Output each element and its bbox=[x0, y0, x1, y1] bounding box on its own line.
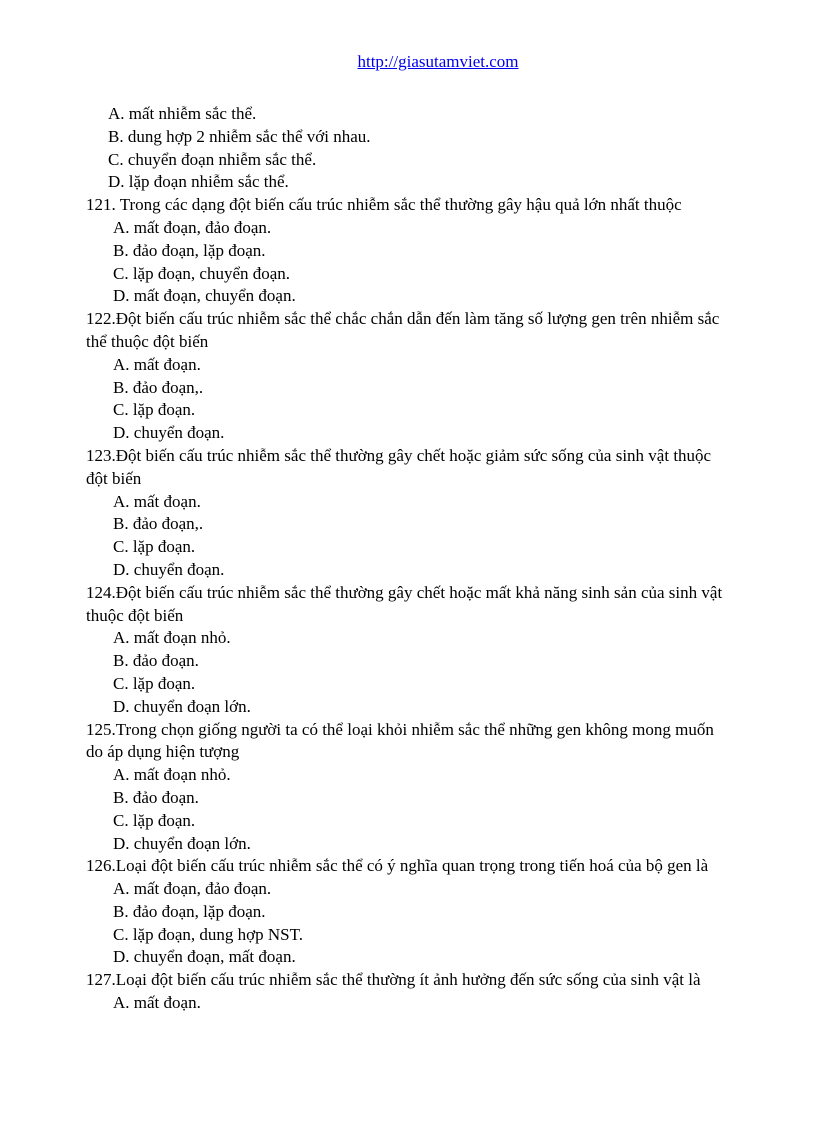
question-text: 124.Đột biến cấu trúc nhiễm sắc thể thường gây chết hoặc mất khả năng sinh sản của sinh vật bbox=[86, 582, 723, 602]
question-text: thể thuộc đột biến bbox=[86, 331, 209, 351]
question-text: 121. Trong các dạng đột biến cấu trúc nhiễm sắc thể thường gây hậu quả lớn nhất thuộc bbox=[86, 195, 682, 215]
answer-option: D. chuyển đoạn, mất đoạn. bbox=[113, 947, 296, 967]
answer-option: B. đảo đoạn,. bbox=[113, 514, 204, 534]
answer-option: B. đảo đoạn, lặp đoạn. bbox=[113, 901, 266, 921]
answer-option: A. mất đoạn. bbox=[113, 993, 201, 1013]
answer-option: A. mất đoạn. bbox=[113, 491, 201, 511]
answer-option: D. chuyển đoạn lớn. bbox=[113, 696, 251, 716]
question-text: đột biến bbox=[86, 468, 142, 488]
page-header bbox=[0, 52, 816, 72]
answer-option: D. mất đoạn, chuyển đoạn. bbox=[113, 286, 296, 306]
website-link[interactable]: http://giasutamviet.com bbox=[357, 52, 519, 71]
answer-option: C. chuyển đoạn nhiễm sắc thể. bbox=[108, 149, 317, 169]
answer-option: B. dung hợp 2 nhiễm sắc thể với nhau. bbox=[108, 126, 371, 146]
question-text: 127.Loại đột biến cấu trúc nhiễm sắc thể thường ít ảnh hưởng đến sức sống của sinh vật là bbox=[86, 970, 701, 990]
answer-option: C. lặp đoạn. bbox=[113, 673, 196, 693]
question-text: 126.Loại đột biến cấu trúc nhiễm sắc thể có ý nghĩa quan trọng trong tiến hoá của bộ gen là bbox=[86, 856, 709, 876]
answer-option: C. lặp đoạn. bbox=[113, 400, 196, 420]
answer-option: B. đảo đoạn. bbox=[113, 787, 199, 807]
answer-option: A. mất đoạn. bbox=[113, 354, 201, 374]
answer-option: B. đảo đoạn. bbox=[113, 651, 199, 671]
question-list bbox=[86, 103, 786, 1015]
answer-option: D. chuyển đoạn. bbox=[113, 559, 225, 579]
answer-option: D. lặp đoạn nhiễm sắc thể. bbox=[108, 172, 289, 192]
question-text: 123.Đột biến cấu trúc nhiễm sắc thể thường gây chết hoặc giảm sức sống của sinh vật thuộc bbox=[86, 445, 712, 465]
answer-option: B. đảo đoạn, lặp đoạn. bbox=[113, 240, 266, 260]
answer-option: A. mất đoạn nhỏ. bbox=[113, 765, 231, 785]
answer-option: B. đảo đoạn,. bbox=[113, 377, 204, 397]
question-text: do áp dụng hiện tượng bbox=[86, 742, 240, 762]
answer-option: C. lặp đoạn. bbox=[113, 537, 196, 557]
answer-option: A. mất đoạn nhỏ. bbox=[113, 628, 231, 648]
question-text: 122.Đột biến cấu trúc nhiễm sắc thể chắc chắn dẫn đến làm tăng số lượng gen trên nhiễm sắc bbox=[86, 309, 720, 329]
answer-option: A. mất đoạn, đảo đoạn. bbox=[113, 879, 272, 899]
answer-option: A. mất nhiễm sắc thể. bbox=[108, 104, 257, 123]
answer-option: C. lặp đoạn. bbox=[113, 810, 196, 830]
answer-option: C. lặp đoạn, chuyển đoạn. bbox=[113, 263, 291, 283]
answer-option: D. chuyển đoạn lớn. bbox=[113, 833, 251, 853]
question-text: thuộc đột biến bbox=[86, 605, 184, 625]
question-text: 125.Trong chọn giống người ta có thể loại khỏi nhiễm sắc thể những gen không mong muốn bbox=[86, 719, 714, 739]
answer-option: A. mất đoạn, đảo đoạn. bbox=[113, 217, 272, 237]
answer-option: C. lặp đoạn, dung hợp NST. bbox=[113, 924, 303, 944]
answer-option: D. chuyển đoạn. bbox=[113, 423, 225, 443]
